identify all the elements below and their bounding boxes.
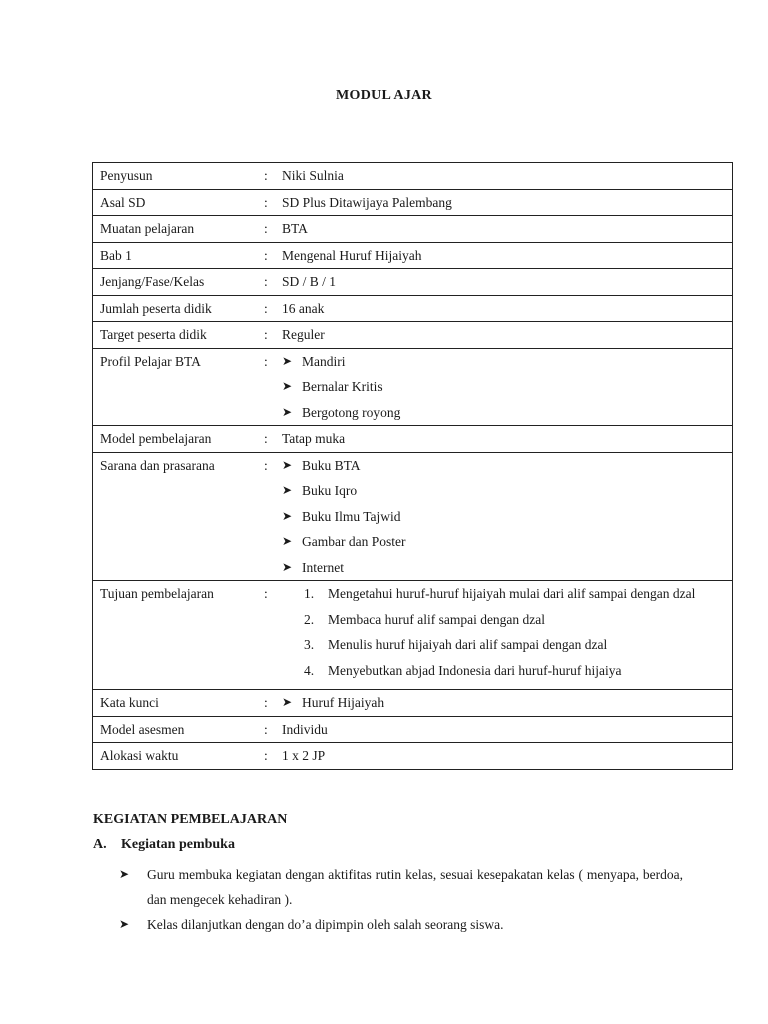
kata-kunci-item: Huruf Hijaiyah <box>302 695 385 710</box>
sarana-list <box>282 452 733 581</box>
list-item <box>282 690 732 716</box>
row-colon: : <box>264 426 282 453</box>
arrow-bullet-icon: ➤ <box>282 508 293 523</box>
arrow-bullet-icon: ➤ <box>282 353 293 368</box>
item-number: 2. <box>304 611 315 627</box>
row-value: Tatap muka <box>282 426 733 453</box>
row-colon: : <box>264 743 282 770</box>
table-row <box>93 163 733 190</box>
list-item <box>282 478 732 504</box>
row-label: Kata kunci <box>93 690 265 717</box>
table-row-sarana <box>93 452 733 581</box>
row-label: Jumlah peserta didik <box>93 295 265 322</box>
row-value: 1 x 2 JP <box>282 743 733 770</box>
list-item <box>282 453 732 479</box>
profil-list <box>282 348 733 426</box>
profil-item: Bernalar Kritis <box>302 379 383 394</box>
table-row-profil <box>93 348 733 426</box>
subsection-letter: A. <box>93 837 107 852</box>
row-value: 16 anak <box>282 295 733 322</box>
table-row <box>93 295 733 322</box>
subsection-heading <box>93 837 683 853</box>
sarana-item: Internet <box>302 559 344 575</box>
row-value: Niki Sulnia <box>282 163 733 190</box>
table-row <box>93 189 733 216</box>
tujuan-item: Menulis huruf hijaiyah dari alif sampai dengan dzal <box>328 637 608 652</box>
table-row <box>93 322 733 349</box>
table-row <box>93 269 733 296</box>
row-label: Jenjang/Fase/Kelas <box>93 269 265 296</box>
tujuan-item: Menyebutkan abjad Indonesia dari huruf-huruf hijaiya <box>328 662 622 678</box>
row-colon: : <box>264 322 282 349</box>
list-item <box>282 504 732 530</box>
row-colon: : <box>264 690 282 717</box>
arrow-bullet-icon: ➤ <box>119 917 130 931</box>
row-label: Muatan pelajaran <box>93 216 265 243</box>
row-colon: : <box>264 581 282 690</box>
list-item <box>282 349 732 375</box>
list-item <box>282 555 732 581</box>
table-row-tujuan <box>93 581 733 690</box>
list-item <box>304 607 732 633</box>
subsection-title: Kegiatan pembuka <box>121 837 235 852</box>
list-item <box>282 374 732 400</box>
row-value: Reguler <box>282 322 733 349</box>
row-value: Individu <box>282 716 733 743</box>
sarana-item: Buku Ilmu Tajwid <box>302 508 401 524</box>
row-colon: : <box>264 216 282 243</box>
row-colon: : <box>264 163 282 190</box>
section-heading: KEGIATAN PEMBELAJARAN <box>93 812 288 827</box>
row-value: SD Plus Ditawijaya Palembang <box>282 189 733 216</box>
activity-list <box>93 862 683 937</box>
row-label: Penyusun <box>93 163 265 190</box>
arrow-bullet-icon: ➤ <box>119 867 130 881</box>
table-row <box>93 426 733 453</box>
list-item <box>282 529 732 555</box>
row-label: Tujuan pembelajaran <box>93 581 265 690</box>
page-title: MODUL AJAR <box>336 88 432 103</box>
sarana-item: Gambar dan Poster <box>302 534 406 549</box>
row-colon: : <box>264 452 282 581</box>
row-colon: : <box>264 189 282 216</box>
row-value: SD / B / 1 <box>282 269 733 296</box>
table-row <box>93 242 733 269</box>
profil-item: Bergotong royong <box>302 404 401 420</box>
list-item <box>282 400 732 426</box>
list-item <box>304 658 732 684</box>
row-colon: : <box>264 348 282 426</box>
sarana-item: Buku BTA <box>302 457 361 473</box>
item-number: 1. <box>304 586 315 601</box>
kata-kunci-list <box>282 690 733 717</box>
arrow-bullet-icon: ➤ <box>282 695 293 709</box>
row-colon: : <box>264 269 282 296</box>
row-value: Mengenal Huruf Hijaiyah <box>282 242 733 269</box>
activity-text: Guru membuka kegiatan dengan aktifitas rutin kelas, sesuai kesepakatan kelas ( menyapa, berdoa, dan mengecek kehadiran ). <box>147 867 683 907</box>
table-row <box>93 716 733 743</box>
tujuan-list <box>282 581 733 690</box>
row-label: Target peserta didik <box>93 322 265 349</box>
list-item <box>304 581 732 607</box>
module-info-table <box>92 162 733 770</box>
row-colon: : <box>264 242 282 269</box>
row-label: Asal SD <box>93 189 265 216</box>
row-label: Sarana dan prasarana <box>93 452 265 581</box>
arrow-bullet-icon: ➤ <box>282 559 293 574</box>
item-number: 3. <box>304 637 315 652</box>
row-value: BTA <box>282 216 733 243</box>
list-item <box>304 632 732 658</box>
row-colon: : <box>264 295 282 322</box>
row-label: Profil Pelajar BTA <box>93 348 265 426</box>
row-label: Alokasi waktu <box>93 743 265 770</box>
row-label: Model asesmen <box>93 716 265 743</box>
tujuan-item: Membaca huruf alif sampai dengan dzal <box>328 611 546 627</box>
arrow-bullet-icon: ➤ <box>282 379 293 393</box>
arrow-bullet-icon: ➤ <box>282 404 293 419</box>
row-label: Bab 1 <box>93 242 265 269</box>
table-row <box>93 216 733 243</box>
row-label: Model pembelajaran <box>93 426 265 453</box>
row-colon: : <box>264 716 282 743</box>
tujuan-item: Mengetahui huruf-huruf hijaiyah mulai dari alif sampai dengan dzal <box>328 586 696 601</box>
table-row <box>93 743 733 770</box>
table-row <box>93 690 733 717</box>
profil-item: Mandiri <box>302 353 346 369</box>
activity-text: Kelas dilanjutkan dengan do’a dipimpin oleh salah seorang siswa. <box>147 917 504 932</box>
arrow-bullet-icon: ➤ <box>282 483 293 497</box>
arrow-bullet-icon: ➤ <box>282 457 293 472</box>
list-item <box>93 912 683 937</box>
arrow-bullet-icon: ➤ <box>282 534 293 548</box>
item-number: 4. <box>304 662 315 678</box>
list-item <box>93 862 683 912</box>
sarana-item: Buku Iqro <box>302 483 358 498</box>
